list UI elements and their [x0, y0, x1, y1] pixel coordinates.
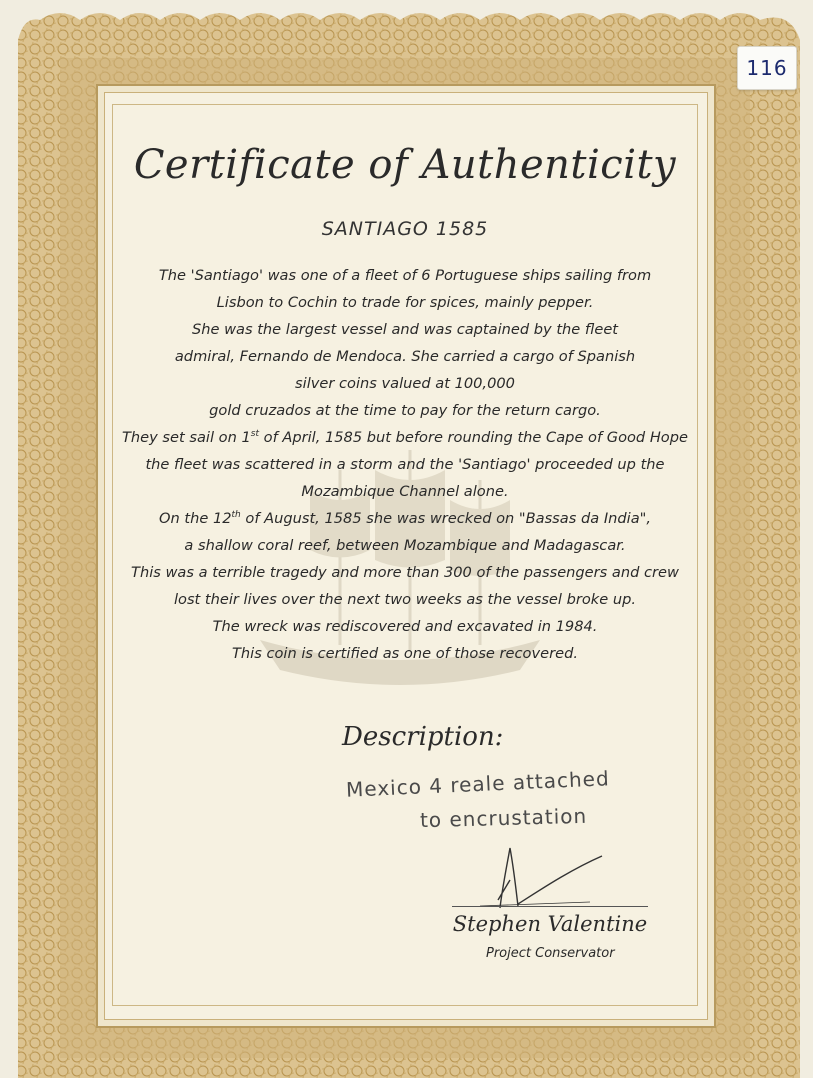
text-part: of April, 1585 but before rounding the Cape of Good Hope — [259, 429, 688, 446]
inventory-tag — [737, 46, 797, 90]
history-text — [108, 262, 702, 667]
text-line: gold cruzados at the time to pay for the return cargo. — [209, 402, 601, 419]
text-line — [108, 424, 702, 451]
tag-number: 116 — [746, 56, 788, 80]
text-part: of August, 1585 she was wrecked on "Bassas da India", — [240, 510, 651, 527]
text-line: lost their lives over the next two weeks as the vessel broke up. — [173, 591, 637, 608]
handwritten-description-line: Mexico 4 reale attached — [345, 766, 611, 802]
signature-scribble — [470, 840, 610, 910]
text-line: This was a terrible tragedy and more than 300 of the passengers and crew — [131, 564, 679, 581]
signature-line — [452, 906, 648, 907]
text-line: silver coins valued at 100,000 — [295, 375, 515, 392]
text-line: Mozambique Channel alone. — [301, 483, 509, 500]
certificate-subtitle: SANTIAGO 1585 — [321, 218, 489, 240]
text-line: the fleet was scattered in a storm and the 'Santiago' proceeded up the — [145, 456, 665, 473]
text-line: Lisbon to Cochin to trade for spices, mainly pepper. — [216, 294, 594, 311]
text-line: The wreck was rediscovered and excavated in 1984. — [212, 618, 598, 635]
handwritten-description-line: to encrustation — [419, 803, 588, 833]
certificate-title: Certificate of Authenticity — [133, 142, 677, 188]
text-line: The 'Santiago' was one of a fleet of 6 Portuguese ships sailing from — [158, 267, 652, 284]
signatory-name: Stephen Valentine — [452, 912, 648, 936]
text-line: a shallow coral reef, between Mozambique and Madagascar. — [184, 537, 626, 554]
text-line: admiral, Fernando de Mendoca. She carried a cargo of Spanish — [174, 348, 636, 365]
text-line: This coin is certified as one of those recovered. — [232, 645, 578, 662]
text-line: She was the largest vessel and was captained by the fleet — [191, 321, 619, 338]
text-part: They set sail on 1 — [122, 429, 251, 446]
description-label: Description: — [342, 722, 504, 752]
text-line — [108, 505, 702, 532]
signatory-role: Project Conservator — [486, 946, 615, 961]
text-part: On the 12 — [158, 510, 232, 527]
ordinal-suffix: st — [250, 429, 259, 439]
ordinal-suffix: th — [231, 510, 241, 520]
